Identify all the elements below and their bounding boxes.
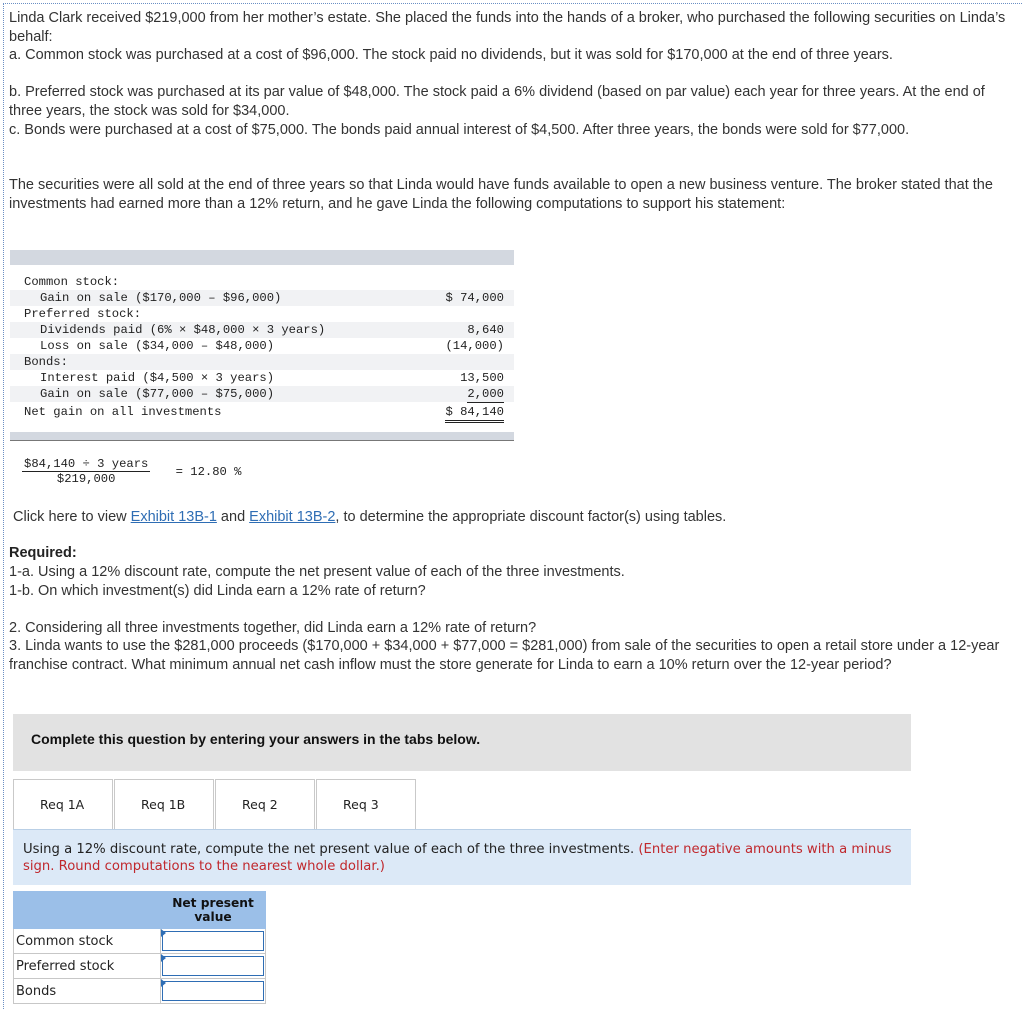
input-marker-icon [161,929,166,937]
required-heading: Required: [9,545,77,561]
instruction-box [13,829,911,885]
fraction-denominator: $219,000 [56,472,116,486]
intro-text: Linda Clark received $219,000 from her mother’s estate. She placed the funds into the hands of a broker, who purchased the following securities on Linda’s behalf: [9,10,1006,45]
instruction-text: Using a 12% discount rate, compute the net present value of each of the three investments. [23,842,639,857]
instruction-note: (Enter negative amounts with a minus sign. Round computations to the nearest whole dollar.) [23,842,892,874]
bonds-interest-amount: 13,500 [460,371,504,385]
cell-common-stock [161,929,266,954]
return-computation [22,457,242,486]
table-corner [14,892,161,929]
exhibit-suffix: , to determine the appropriate discount factor(s) using tables. [335,509,727,525]
pref-loss-label: Loss on sale ($34,000 – $48,000) [40,339,275,353]
common-gain-label: Gain on sale ($170,000 – $96,000) [40,291,282,305]
question-1a: 1-a. Using a 12% discount rate, compute the net present value of each of the three investments. [9,564,625,580]
bonds-interest-label: Interest paid ($4,500 × 3 years) [40,371,275,385]
question-3: 3. Linda wants to use the $281,000 proceeds ($170,000 + $34,000 + $77,000 = $281,000) from sale of the securities to open a retail store under a 12-year franchise contract. What minimum annual net cash inflow must the store generate for Linda to earn a 10% return over the 12-year period? [9,638,1000,673]
npv-bonds-input[interactable] [162,981,264,1001]
cell-preferred-stock [161,954,266,979]
pref-dividends-amount: 8,640 [467,323,504,337]
item-b-text: b. Preferred stock was purchased at its par value of $48,000. The stock paid a 6% dividend (based on par value) each year for three years. At the end of three years, the stock was sold for $34,000. [9,84,985,119]
npv-common-stock-input[interactable] [162,931,264,951]
fraction-numerator: $84,140 ÷ 3 years [24,457,149,471]
row-label-preferred-stock: Preferred stock [14,954,161,979]
exhibit-prefix: Click here to view [13,509,131,525]
npv-answer-table [13,891,266,1004]
exhibit-13b1-link[interactable]: Exhibit 13B-1 [130,509,217,525]
broker-computation [10,250,514,441]
exhibit-13b2-link[interactable]: Exhibit 13B-2 [249,509,336,525]
question-1b: 1-b. On which investment(s) did Linda earn a 12% rate of return? [9,583,426,599]
net-gain-label: Net gain on all investments [24,405,222,419]
input-marker-icon [161,954,166,962]
net-gain-amount: $ 84,140 [445,404,504,423]
row-label-bonds: Bonds [14,979,161,1004]
tab-req-3[interactable]: Req 3 [316,779,416,829]
return-result: = 12.80 % [175,464,242,479]
bonds-label: Bonds: [24,355,68,369]
pref-loss-amount: (14,000) [445,339,504,353]
tab-req-1a[interactable]: Req 1A [13,779,113,829]
item-a-text: a. Common stock was purchased at a cost of $96,000. The stock paid no dividends, but it was sold for $170,000 at the end of three years. [9,47,893,63]
tab-req-1b[interactable]: Req 1B [114,779,214,829]
npv-preferred-stock-input[interactable] [162,956,264,976]
bonds-gain-label: Gain on sale ($77,000 – $75,000) [40,387,275,401]
common-stock-label: Common stock: [24,275,120,289]
complete-prompt: Complete this question by entering your answers in the tabs below. [13,714,911,771]
exhibit-mid: and [216,509,250,525]
row-label-common-stock: Common stock [14,929,161,954]
exhibit-line [13,508,1013,527]
question-2: 2. Considering all three investments together, did Linda earn a 12% rate of return? [9,620,537,636]
input-marker-icon [161,979,166,987]
item-c-text: c. Bonds were purchased at a cost of $75,000. The bonds paid annual interest of $4,500. After three years, the bonds were sold for $77,000. [9,122,910,138]
column-header-npv: Net present value [161,892,266,929]
tab-req-2[interactable]: Req 2 [215,779,315,829]
cell-bonds [161,979,266,1004]
pref-dividends-label: Dividends paid (6% × $48,000 × 3 years) [40,323,326,337]
broker-text: The securities were all sold at the end of three years so that Linda would have funds available to open a new business venture. The broker stated that the investments had earned more than a 12% return, and he gave Linda the following computations to support his statement: [9,177,993,212]
preferred-stock-label: Preferred stock: [24,307,142,321]
common-gain-amount: $ 74,000 [445,291,504,305]
bonds-gain-amount: 2,000 [467,387,504,401]
